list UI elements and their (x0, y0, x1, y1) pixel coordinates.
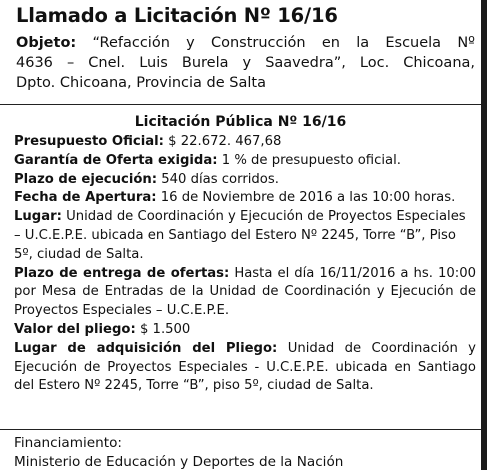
fecha-apertura-label: Fecha de Apertura: (14, 190, 157, 206)
lugar-label: Lugar: (14, 209, 62, 225)
fecha-apertura-value: 16 de Noviembre de 2016 a las 10:00 horas. (160, 190, 456, 206)
financiamiento-label: Financiamiento: (14, 435, 122, 451)
objeto-line-3: Dpto. Chicoana, Provincia de Salta (16, 75, 266, 91)
plazo-entrega-text-1: Hasta el día 16/11/2016 a hs. 10:00 (234, 265, 476, 281)
plazo-ejecucion-value: 540 días corridos. (161, 171, 279, 187)
presupuesto-label: Presupuesto Oficial: (14, 134, 164, 149)
divider-bottom (0, 429, 481, 430)
objeto-line-1 (16, 33, 475, 53)
financiamiento-value: Ministerio de Educación y Deportes de la Nación (14, 454, 344, 470)
lugar-line-1 (14, 208, 476, 227)
financiamiento-block (14, 434, 476, 470)
valor-pliego-label: Valor del pliego: (14, 321, 136, 337)
lugar-line-2: – U.C.E.P.E. ubicada en Santiago del Estero Nº 2245, Torre “B”, Piso (14, 227, 456, 243)
lugar-adquisicion-line-2: Ejecución de Proyectos Especiales - U.C.E.P.E. ubicada en Santiago (14, 359, 476, 375)
presupuesto-value: $ 22.672. 467,68 (168, 134, 282, 149)
divider-top (0, 104, 481, 105)
lugar-adquisicion-line-3: del Estero Nº 2245, Torre “B”, piso 5º, ciudad de Salta. (14, 378, 374, 394)
lugar-line-3: 5º, ciudad de Salta. (14, 246, 144, 262)
objeto-block (16, 33, 475, 93)
garantia-label: Garantía de Oferta exigida: (14, 152, 218, 168)
licitacion-details (14, 133, 476, 396)
lugar-text-1: Unidad de Coordinación y Ejecución de Proyectos Especiales (66, 209, 466, 225)
plazo-entrega-line-1 (14, 265, 476, 284)
plazo-entrega-line-2: por Mesa de Entradas de la Unidad de Coordinación y Ejecución de (14, 284, 476, 300)
plazo-entrega-line-3: Proyectos Especiales – U.C.E.P.E. (14, 303, 230, 319)
right-border (481, 0, 487, 470)
plazo-ejecucion-label: Plazo de ejecución: (14, 171, 158, 187)
lugar-adquisicion-text-1: Unidad de Coordinación y (287, 340, 476, 356)
valor-pliego-row (14, 321, 476, 340)
fecha-apertura-row (14, 189, 476, 208)
lugar-adquisicion-label: Lugar de adquisición del Pliego: (14, 340, 278, 356)
valor-pliego-value: $ 1.500 (139, 321, 191, 337)
plazo-ejecucion-row (14, 171, 476, 190)
plazo-entrega-label: Plazo de entrega de ofertas: (14, 265, 230, 281)
garantia-value: 1 % de presupuesto oficial. (221, 152, 401, 168)
garantia-row (14, 152, 476, 171)
licitacion-subtitle: Licitación Pública Nº 16/16 (134, 114, 347, 130)
objeto-label: Objeto: (16, 35, 77, 51)
notice-title: Llamado a Licitación Nº 16/16 (16, 4, 338, 27)
objeto-line-2: 4636 – Cnel. Luis Burela y Saavedra”, Loc. Chicoana, (16, 55, 475, 71)
presupuesto-row (14, 133, 476, 152)
lugar-adquisicion-line-1 (14, 340, 476, 359)
objeto-text-1: “Refacción y Construcción en la Escuela Nº (92, 35, 475, 51)
